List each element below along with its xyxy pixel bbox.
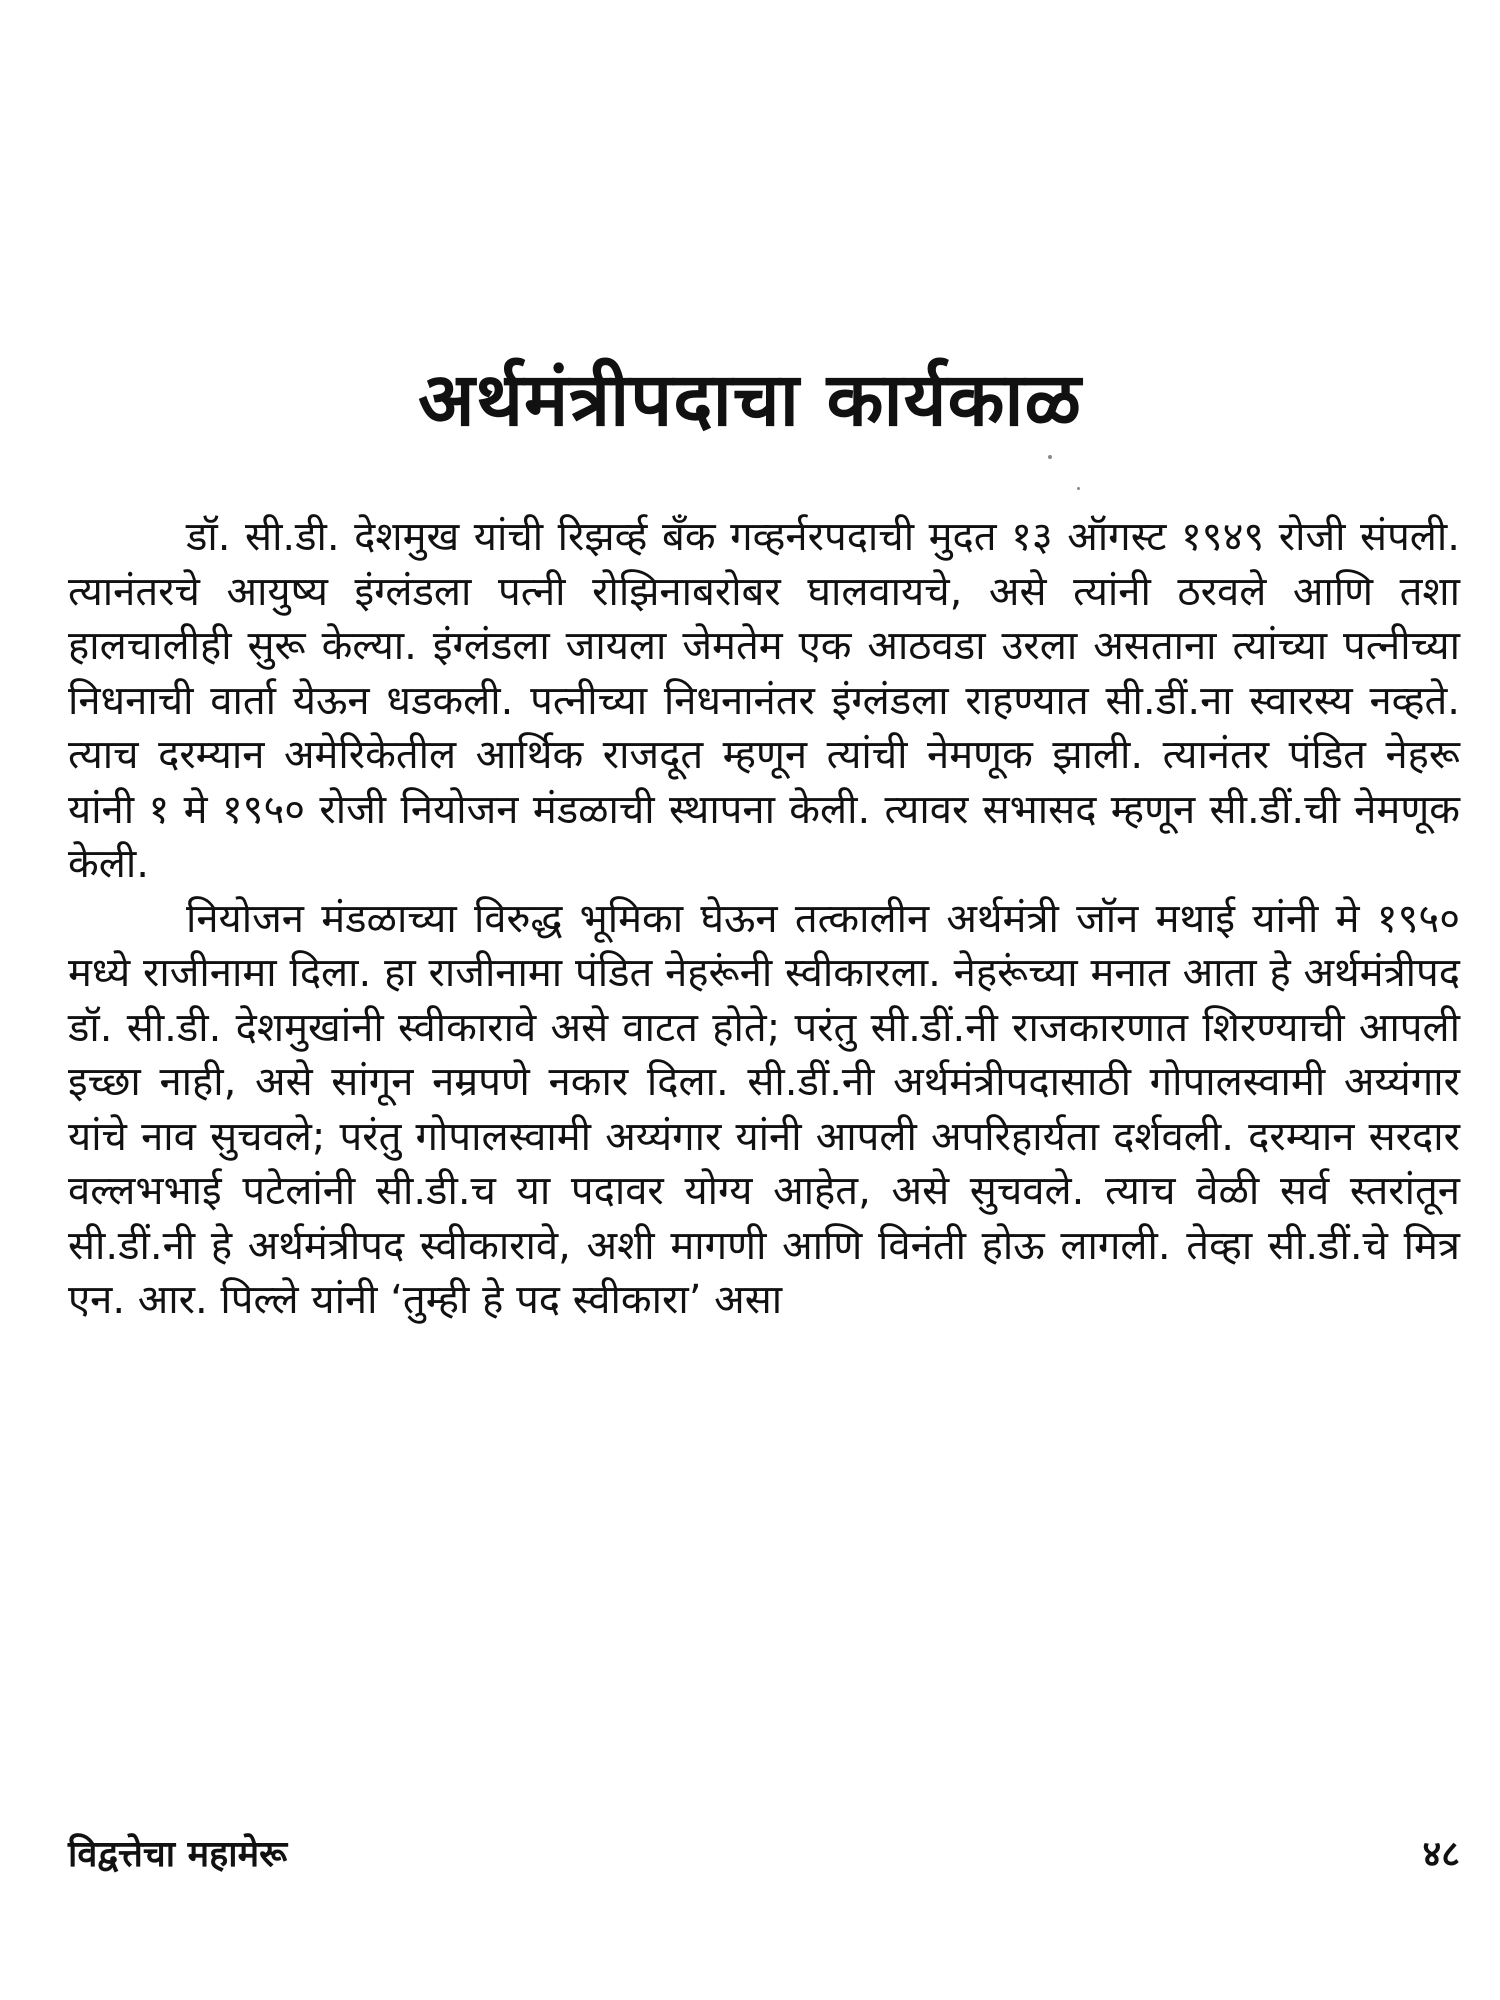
scan-speck <box>1048 455 1052 459</box>
paragraph-1: डॉ. सी.डी. देशमुख यांची रिझर्व्ह बँक गव्हर्नरपदाची मुदत १३ ऑगस्ट १९४९ रोजी संपली. त्यानंतरचे आयुष्य इंग्लंडला पत्नी रोझिनाबरोबर घालवायचे, असे त्यांनी ठरवले आणि तशा हालचालीही सुरू केल्या. इंग्लंडला जायला जेमतेम एक आठवडा उरला असताना त्यांच्या पत्नीच्या निधनाची वार्ता येऊन धडकली. पत्नीच्या निधनानंतर इंग्लंडला राहण्यात सी.डीं.ना स्वारस्य नव्हते. त्याच दरम्यान अमेरिकेतील आर्थिक राजदूत म्हणून त्यांची नेमणूक झाली. त्यानंतर पंडित नेहरू यांनी १ मे १९५० रोजी नियोजन मंडळाची स्थापना केली. त्यावर सभासद म्हणून सी.डीं.ची नेमणूक केली. <box>68 514 1460 887</box>
scan-speck <box>1077 487 1080 490</box>
page-footer <box>68 1825 1460 1885</box>
page-number: ४८ <box>1422 1834 1460 1875</box>
running-title: विद्वत्तेचा महामेरू <box>68 1834 288 1875</box>
body-text <box>68 510 1460 1328</box>
chapter-title: अर्थमंत्रीपदाचा कार्यकाळ <box>418 357 1082 443</box>
paragraph-2: नियोजन मंडळाच्या विरुद्ध भूमिका घेऊन तत्कालीन अर्थमंत्री जॉन मथाई यांनी मे १९५० मध्ये राजीनामा दिला. हा राजीनामा पंडित नेहरूंनी स्वीकारला. नेहरूंच्या मनात आता हे अर्थमंत्रीपद डॉ. सी.डी. देशमुखांनी स्वीकारावे असे वाटत होते; परंतु सी.डीं.नी राजकारणात शिरण्याची आपली इच्छा नाही, असे सांगून नम्रपणे नकार दिला. सी.डीं.नी अर्थमंत्रीपदासाठी गोपालस्वामी अय्यंगार यांचे नाव सुचवले; परंतु गोपालस्वामी अय्यंगार यांनी आपली अपरिहार्यता दर्शवली. दरम्यान सरदार वल्लभभाई पटेलांनी सी.डी.च या पदावर योग्य आहेत, असे सुचवले. त्याच वेळी सर्व स्तरांतून सी.डीं.नी हे अर्थमंत्रीपद स्वीकारावे, अशी मागणी आणि विनंती होऊ लागली. तेव्हा सी.डीं.चे मित्र एन. आर. पिल्ले यांनी ‘तुम्ही हे पद स्वीकारा’ असा <box>68 895 1460 1323</box>
